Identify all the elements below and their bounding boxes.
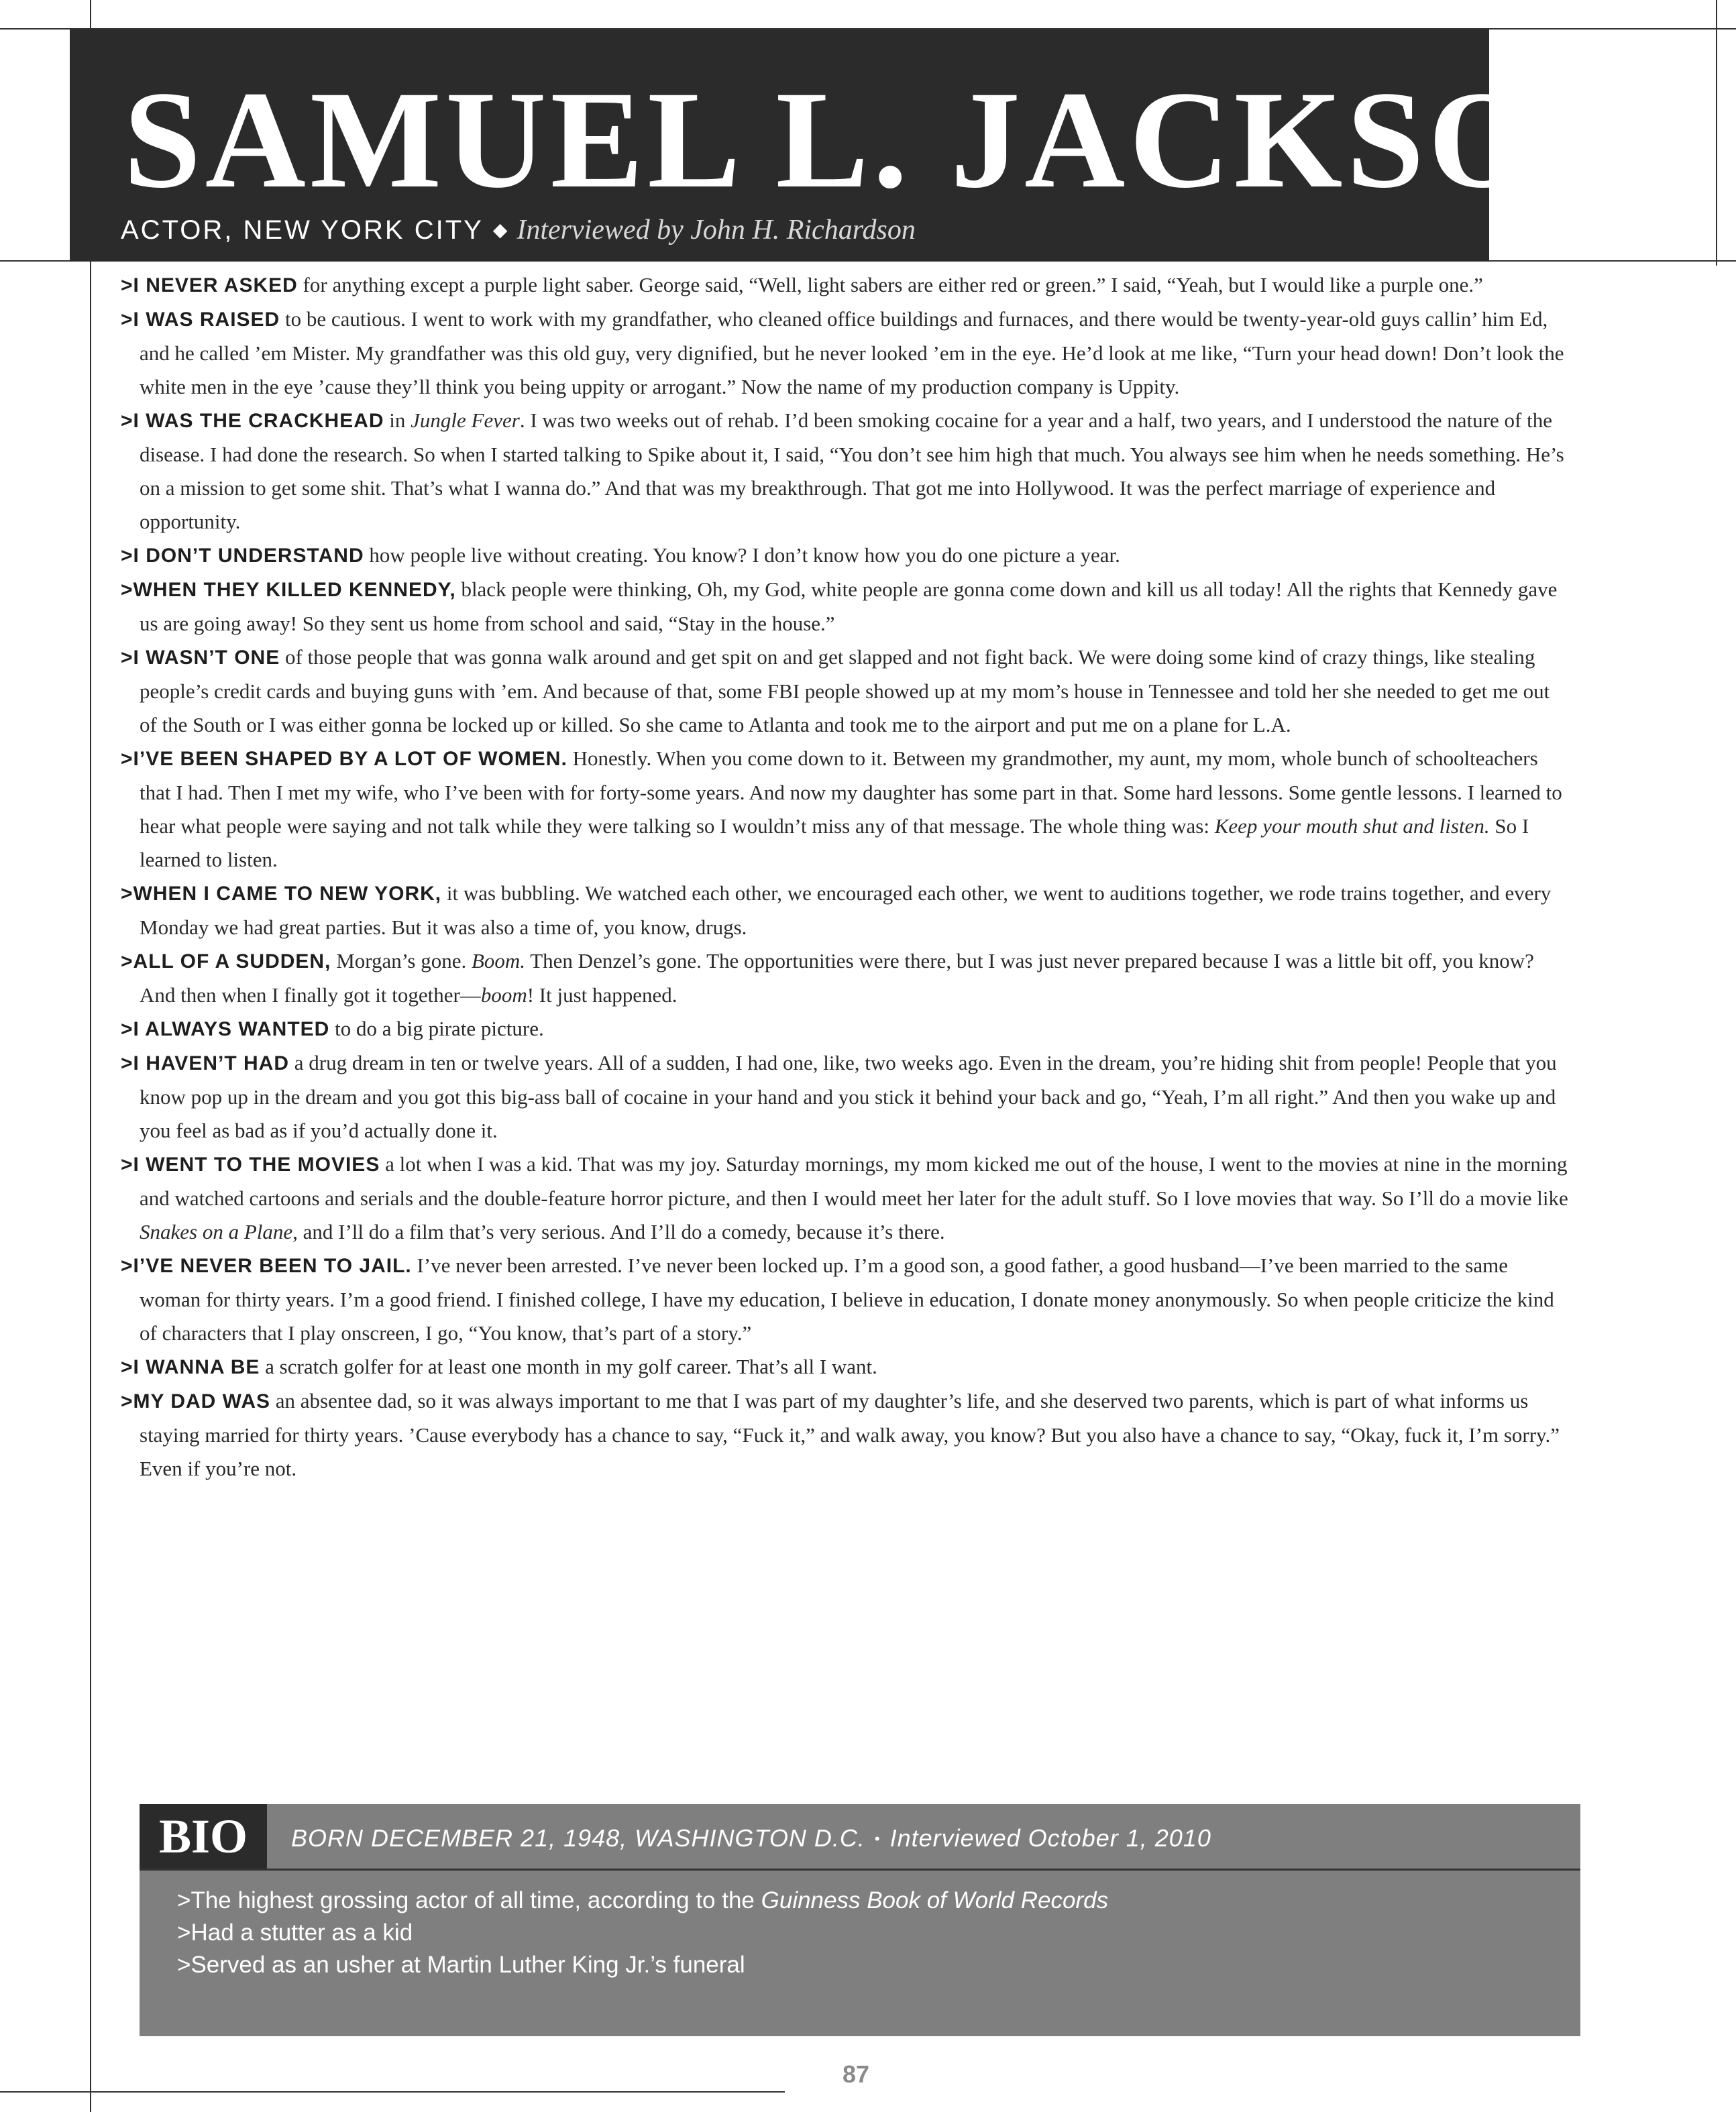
entry-lead: > I’VE BEEN SHAPED BY A LOT OF WOMEN. [121,748,567,770]
entry-text: a drug dream in ten or twelve years. All of a sudden, I had one, like, two weeks ago. Even in the dream, you’re hiding shit from people! People that you know pop up in the dream and you got this big-ass ball of cocaine in your hand and you stick it behind your back and go, “Yeah, I’m all right.” And then you wake up and you feel as bad as if you’d actually done it. [140,1051,1557,1142]
entry-lead: > I ALWAYS WANTED [121,1018,329,1040]
entry-text: . I was two weeks out of rehab. I’d been smoking cocaine for a year and a half, two years, and I understood the nature of the disease. I had done the research. So when I started talking to Spike about it, I said, “You don’t see him high that much. You always see him when he needs something. He’s on a mission to get some shit. That’s what I wanna do.” And that was my breakthrough. That got me into Hollywood. It was the perfect marriage of experience and opportunity. [140,408,1564,533]
entry [121,877,1570,944]
bio-fact [177,1917,1108,1949]
bullet-separator-icon: • [874,1830,881,1847]
entry-text: for anything except a purple light saber. George said, “Well, light sabers are either red or green.” I said, “Yeah, but I would like a purple one.” [297,273,1483,296]
bio-interview-date: Interviewed October 1, 2010 [889,1824,1211,1852]
entry [121,641,1570,742]
bio-label: BIO [140,1804,267,1869]
page-title: SAMUEL L. JACKSON [123,62,1646,217]
entry-emphasis: Boom. [471,949,526,972]
bio-fact-text: Served as an usher at Martin Luther King Jr.’s funeral [191,1952,745,1978]
entry-text: to do a big pirate picture. [329,1017,544,1040]
entry [121,1384,1570,1486]
entry-emphasis: boom [480,983,527,1007]
bio-born: BORN DECEMBER 21, 1948, WASHINGTON D.C. [291,1824,865,1852]
bio-facts [177,1885,1108,1981]
entry-text: it was bubbling. We watched each other, we encouraged each other, we went to auditions together, we rode trains together, and every Monday we had great parties. But it was also a time of, you know, drugs. [140,881,1552,939]
entry [121,1249,1570,1350]
entry-text: how people live without creating. You know? I don’t know how you do one picture a year. [364,543,1120,567]
subject-role: ACTOR, NEW YORK CITY [121,215,484,245]
entry [121,268,1570,302]
entry [121,573,1570,641]
entry-lead: > I NEVER ASKED [121,274,298,296]
entry-lead: > I DON’T UNDERSTAND [121,545,364,567]
entry-lead: > ALL OF A SUDDEN, [121,950,331,972]
entry-text: a scratch golfer for at least one month in my golf career. That’s all I want. [260,1355,877,1378]
entry-lead: > I WANNA BE [121,1356,260,1378]
entry-lead: > WHEN THEY KILLED KENNEDY, [121,579,456,601]
entry-lead: > I WASN’T ONE [121,647,280,669]
bio-meta [291,1824,1211,1852]
entry-lead: > WHEN I CAME TO NEW YORK, [121,883,441,905]
page-number: 87 [843,2060,870,2088]
film-title: Jungle Fever [411,408,520,432]
entry [121,1046,1570,1148]
interview-body [121,268,1570,1486]
entry [121,1148,1570,1249]
bio-fact-text: Had a stutter as a kid [191,1920,413,1946]
entry-lead: > I WENT TO THE MOVIES [121,1154,380,1176]
bio-box [140,1804,1580,2036]
entry-text: an absentee dad, so it was always important to me that I was part of my daughter’s life, and she deserved two parents, which is part of what informs us staying married for thirty years. ’Cause everybody has a chance to say, “Fuck it,” and walk away, you know? But you also have a chance to say, “Okay, fuck it, I’m sorry.” Even if you’re not. [140,1389,1560,1480]
interviewer-credit: Interviewed by John H. Richardson [517,215,916,245]
footer-rule [0,2091,785,2093]
entry [121,539,1570,573]
entry-text: in [384,408,411,432]
entry-text: I’ve never been arrested. I’ve never been locked up. I’m a good son, a good father, a good husband—I’ve been married to the same woman for thirty years. I’m a good friend. I finished college, I have my education, I believe in education, I donate money anonymously. So when people criticize the kind of characters that I play onscreen, I go, “You know, that’s part of a story.” [140,1254,1554,1345]
left-margin-rule [90,0,91,2112]
subtitle [121,216,916,244]
entry-text: ! It just happened. [527,983,677,1007]
entry-lead: > I WAS RAISED [121,309,280,331]
bio-fact-text: The highest grossing actor of all time, according to the [191,1887,761,1913]
bio-header [140,1804,1580,1871]
entry-text: Honestly. When you come down to it. Between my grandmother, my aunt, my mom, whole bunch of schoolteachers that I had. Then I met my wife, who I’ve been with for forty-some years. And now my daughter has some part in that. Some hard lessons. Some gentle lessons. I learned to hear what people were saying and not talk while they were talking so I wouldn’t miss any of that message. The whole thing was: [140,746,1562,838]
entry-text: So I learned to listen. [140,814,1529,871]
entry-lead: > MY DAD WAS [121,1390,270,1412]
bio-fact [177,1949,1108,1981]
entry-text: Morgan’s gone. [331,949,472,972]
entry [121,944,1570,1012]
bio-fact-emphasis: Guinness Book of World Records [761,1887,1109,1913]
entry-lead: > I WAS THE CRACKHEAD [121,410,384,432]
entry-lead: > I HAVEN’T HAD [121,1052,289,1074]
entry [121,1012,1570,1046]
entry [121,1350,1570,1384]
entry [121,404,1570,539]
entry-text: black people were thinking, Oh, my God, white people are gonna come down and kill us all today! All the rights that Kennedy gave us are going away! So they sent us home from school and said, “Stay in the house.” [140,577,1558,635]
bio-fact [177,1885,1108,1917]
title-block [70,30,1646,262]
entry-text: a lot when I was a kid. That was my joy. Saturday mornings, my mom kicked me out of the house, I went to the movies at nine in the morning and watched cartoons and serials and the double-feature horror picture, and then I would meet her later for the adult stuff. So I love movies that way. So I’ll do a movie like [140,1152,1568,1210]
entry-text: to be cautious. I went to work with my grandfather, who cleaned office buildings and furnaces, and there would be twenty-year-old guys callin’ him Ed, and he called ’em Mister. My grandfather was this old guy, very dignified, but he never looked ’em in the eye. He’d look at me like, “Turn your head down! Don’t look the white men in the eye ’cause they’ll think you being uppity or arrogant.” Now the name of my production company is Uppity. [140,307,1564,398]
entry-lead: > I’VE NEVER BEEN TO JAIL. [121,1255,412,1277]
entry-text: Then Denzel’s gone. The opportunities were there, but I was just never prepared because I was a little bit off, you know? And then when I finally got it together— [140,949,1534,1007]
entry-emphasis: Keep your mouth shut and listen. [1214,814,1490,838]
diamond-separator-icon: ◆ [492,219,508,241]
film-title: Snakes on a Plane [140,1220,293,1243]
entry [121,302,1570,404]
right-margin-rule [1716,0,1717,266]
entry-text: , and I’ll do a film that’s very serious. And I’ll do a comedy, because it’s there. [292,1220,945,1243]
entry [121,742,1570,877]
entry-text: of those people that was gonna walk around and get spit on and get slapped and not fight back. We were doing some kind of crazy things, like stealing people’s credit cards and buying guns with ’em. And because of that, some FBI people showed up at my mom’s house in Tennessee and told her she needed to get me out of the South or I was either gonna be locked up or killed. So she came to Atlanta and took me to the airport and put me on a plane for L.A. [140,645,1550,736]
